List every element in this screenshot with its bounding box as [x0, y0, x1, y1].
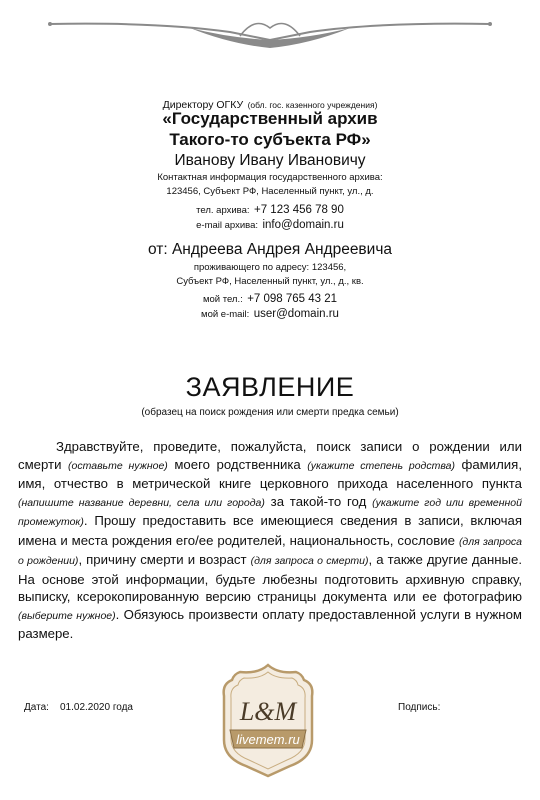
recipient-phone-line: [0, 201, 540, 217]
sender-email-value: user@domain.ru: [253, 308, 339, 320]
body-segment: . Прошу предоставить все имеющиеся сведения в записи, включая имена и места рождения его/ее родителей, национальность, сословие: [18, 513, 522, 548]
sender-phone-label: мой тел.:: [202, 294, 243, 305]
recipient-email-value: info@domain.ru: [262, 219, 344, 231]
sender-email-label: мой e-mail:: [201, 309, 250, 320]
recipient-org-line2: Такого-то субъекта РФ»: [169, 130, 371, 149]
body-note: (напишите название деревни, села или города): [18, 496, 265, 509]
body-segment: , причину смерти и возраст: [78, 552, 251, 567]
body-note: (оставьте нужное): [68, 459, 168, 472]
sender-phone-value: +7 098 765 43 21: [247, 293, 338, 305]
body-segment: . Обязуюсь произвести оплату предоставленной услуги в нужном размере.: [18, 606, 522, 641]
recipient-to: Директору ОГКУ: [162, 99, 244, 111]
recipient-email-line: [0, 216, 540, 232]
document-body: [18, 438, 522, 643]
seal-monogram: L&M: [239, 697, 297, 726]
recipient-address: 123456, Субъект РФ, Населенный пункт, ул., д.: [166, 186, 374, 197]
recipient-to-paren: (обл. гос. казенного учреждения): [247, 100, 378, 110]
sender-phone-line: [0, 290, 540, 306]
sender-from-line: от: Андреева Андрея Андреевича: [147, 241, 393, 258]
signature-label: Подпись:: [398, 702, 441, 713]
document-title: ЗАЯВЛЕНИЕ: [185, 372, 355, 402]
recipient-contact-heading: Контактная информация государственного архива:: [157, 172, 383, 183]
ornament-divider: [40, 6, 500, 56]
seal-site: livemem.ru: [236, 732, 300, 747]
body-segment: Здравствуйте, проведите, пожалуйста, поиск записи о рождении или смерти: [18, 439, 522, 472]
sender-address-line1: проживающего по адресу: 123456,: [193, 262, 347, 273]
body-segment: , а также другие данные. На основе этой информации, будьте любезны подготовить архивную справку, выписку, ксерокопированную версию страницы документа или ее фотографию: [18, 552, 522, 604]
body-note: (укажите год или временной промежуток): [18, 496, 522, 528]
body-segment: за такой-то год: [264, 493, 373, 509]
document-subtitle: (образец на поиск рождения или смерти предка семьи): [141, 407, 399, 418]
body-note: (выберите нужное): [18, 609, 116, 622]
body-note: (для запроса о смерти): [250, 555, 369, 567]
recipient-org-line1: «Государственный архив: [162, 109, 378, 128]
recipient-director-name: Иванову Ивану Ивановичу: [174, 152, 366, 169]
sender-email-line: [0, 305, 540, 321]
livemem-seal-logo: [218, 662, 318, 780]
body-note: (для запроса о рождении): [18, 535, 523, 567]
body-segment: моего родственника: [167, 456, 308, 472]
recipient-phone-label: тел. архива:: [196, 205, 250, 216]
body-segment: фамилия, имя, отчество в метрической книге церковного прихода населенного пункта: [18, 456, 522, 491]
date-value: 01.02.2020 года: [60, 702, 133, 713]
body-note: (укажите степень родства): [307, 459, 455, 472]
date-label: Дата:: [24, 702, 49, 713]
sender-address-line2: Субъект РФ, Населенный пункт, ул., д., кв.: [176, 276, 364, 287]
recipient-email-label: e-mail архива:: [196, 220, 259, 231]
recipient-phone-value: +7 123 456 78 90: [254, 204, 344, 216]
